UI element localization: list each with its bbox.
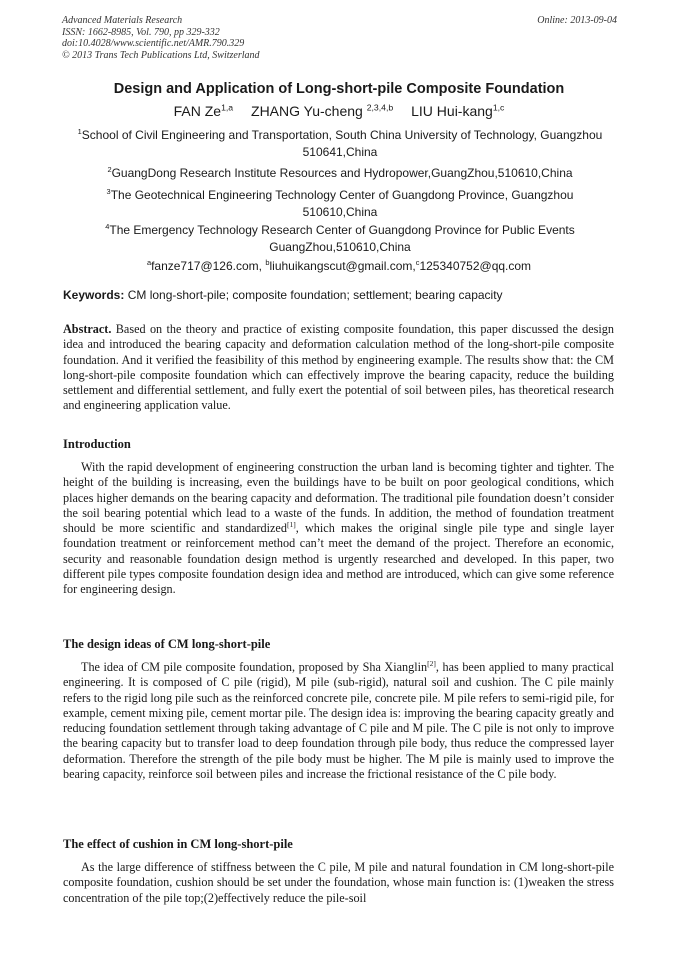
abstract: Abstract. Based on the theory and practice of existing composite foundation, this paper discussed the design idea and introduced the bearing capacity and deformation calculation method of the long-short-pile composite foundation. And it verified the feasibility of this method by engineering example. The results show that: the CM long-short-pile composite foundation which can effectively improve the bearing capacity, reduce the building settlement and differential settlement, and fully exert the potential of soil between piles, has theoretical research and engineering application value. — [63, 322, 614, 413]
author: LIU Hui-kang$^{1,c}$ — [411, 102, 505, 119]
author: ZHANG Yu-cheng $^{2,3,4,b}$ — [251, 102, 394, 119]
journal-name: Advanced Materials Research — [62, 15, 183, 26]
email: fanze717@126.com, — [151, 259, 266, 273]
issn-line: ISSN: 1662-8985, Vol. 790, pp 329-332 — [62, 26, 220, 38]
keywords-label: Keywords: — [63, 288, 125, 302]
email: liuhuikangscut@gmail.com, — [269, 259, 416, 273]
affiliation: $^2$GuangDong Research Institute Resources and Hydropower,GuangZhou,510610,China — [107, 165, 573, 180]
citation: [1] — [286, 520, 296, 530]
design-paragraph: The idea of CM pile composite foundation, proposed by Sha Xianglin[2], has been applied to many practical engineering. It is composed of C pile (rigid), M pile (sub-rigid), natural soil and cushion. The C pile mainly refers to the rigid long pile such as the reinforced concrete pile, concrete pile. M pile refers to semi-rigid pile, for example, cement mixing pile, cement mortar pile. The design idea is: improving the bearing capacity greatly and reducing foundation settlement through taking advantage of C pile and M pile. The C pile is not only to improve the bearing capacity but to transfer load to deep foundation through pile body, thus reduce the compressed layer deformation. Therefore the strength of the pile body must be higher. The M pile is mainly used to improve the bearing capacity, reinforce soil between piles and increase the frictional resistance of the C pile body. — [63, 658, 614, 782]
affiliation: $^3$The Geotechnical Engineering Technology Center of Guangdong Province, Guangzhou 510610,China — [106, 187, 574, 219]
citation: [2] — [427, 658, 436, 668]
cushion-paragraph: As the large difference of stiffness between the C pile, M pile and natural foundation in CM long-short-pile composite foundation, cushion should be set under the foundation, whose main function is: (1)weaken the stress concentration of the pile top;(2)effectively reduce the pile-soil — [63, 860, 614, 905]
section-heading: The effect of cushion in CM long-short-pile — [63, 837, 293, 851]
section-heading: The design ideas of CM long-short-pile — [63, 637, 271, 651]
paper-title: Design and Application of Long-short-pile Composite Foundation — [113, 81, 565, 97]
intro-paragraph: With the rapid development of engineering construction the urban land is becoming tighter and tighter. The height of the building is increasing, even the buildings have to be built on poor geological conditions, which places higher demands on the bearing capacity and deformation. The traditional pile foundation doesn’t consider the soil bearing potential which lead to a waste of the funds. In addition, the method of foundation treatment should be more scientific and standardized[1], which makes the original single pile type and single layer foundation treatment or reinforcement method can’t meet the demand of the project. Therefore an economic, security and reasonable foundation design method is urgently researched and developed. In this paper, two different pile types composite foundation design idea and method are introduced, which can give some reference for engineering design. — [63, 460, 615, 597]
copyright-line: © 2013 Trans Tech Publications Ltd, Switzerland — [62, 49, 260, 61]
abstract-label: Abstract. — [63, 322, 112, 336]
journal-header — [62, 15, 617, 61]
online-date: Online: 2013-09-04 — [537, 15, 617, 26]
doi-line: doi:10.4028/www.scientific.net/AMR.790.329 — [62, 38, 245, 50]
author: FAN Ze$^{1,a}$ — [173, 102, 234, 119]
keywords: Keywords: CM long-short-pile; composite foundation; settlement; bearing capacity — [63, 288, 503, 302]
email-line: $^a$fanze717@126.com, $^b$liuhuikangscut@gmail.com,$^c$125340752@qq.com — [146, 258, 532, 273]
author-list — [0, 103, 678, 119]
email: 125340752@qq.com — [419, 259, 532, 273]
section-heading: Introduction — [63, 437, 131, 451]
affiliation: $^1$School of Civil Engineering and Transportation, South China University of Technology, Guangzhou 510641,China — [77, 127, 603, 159]
affiliation: $^4$The Emergency Technology Research Center of Guangdong Province for Public Events GuangZhou,510610,China — [105, 222, 575, 254]
